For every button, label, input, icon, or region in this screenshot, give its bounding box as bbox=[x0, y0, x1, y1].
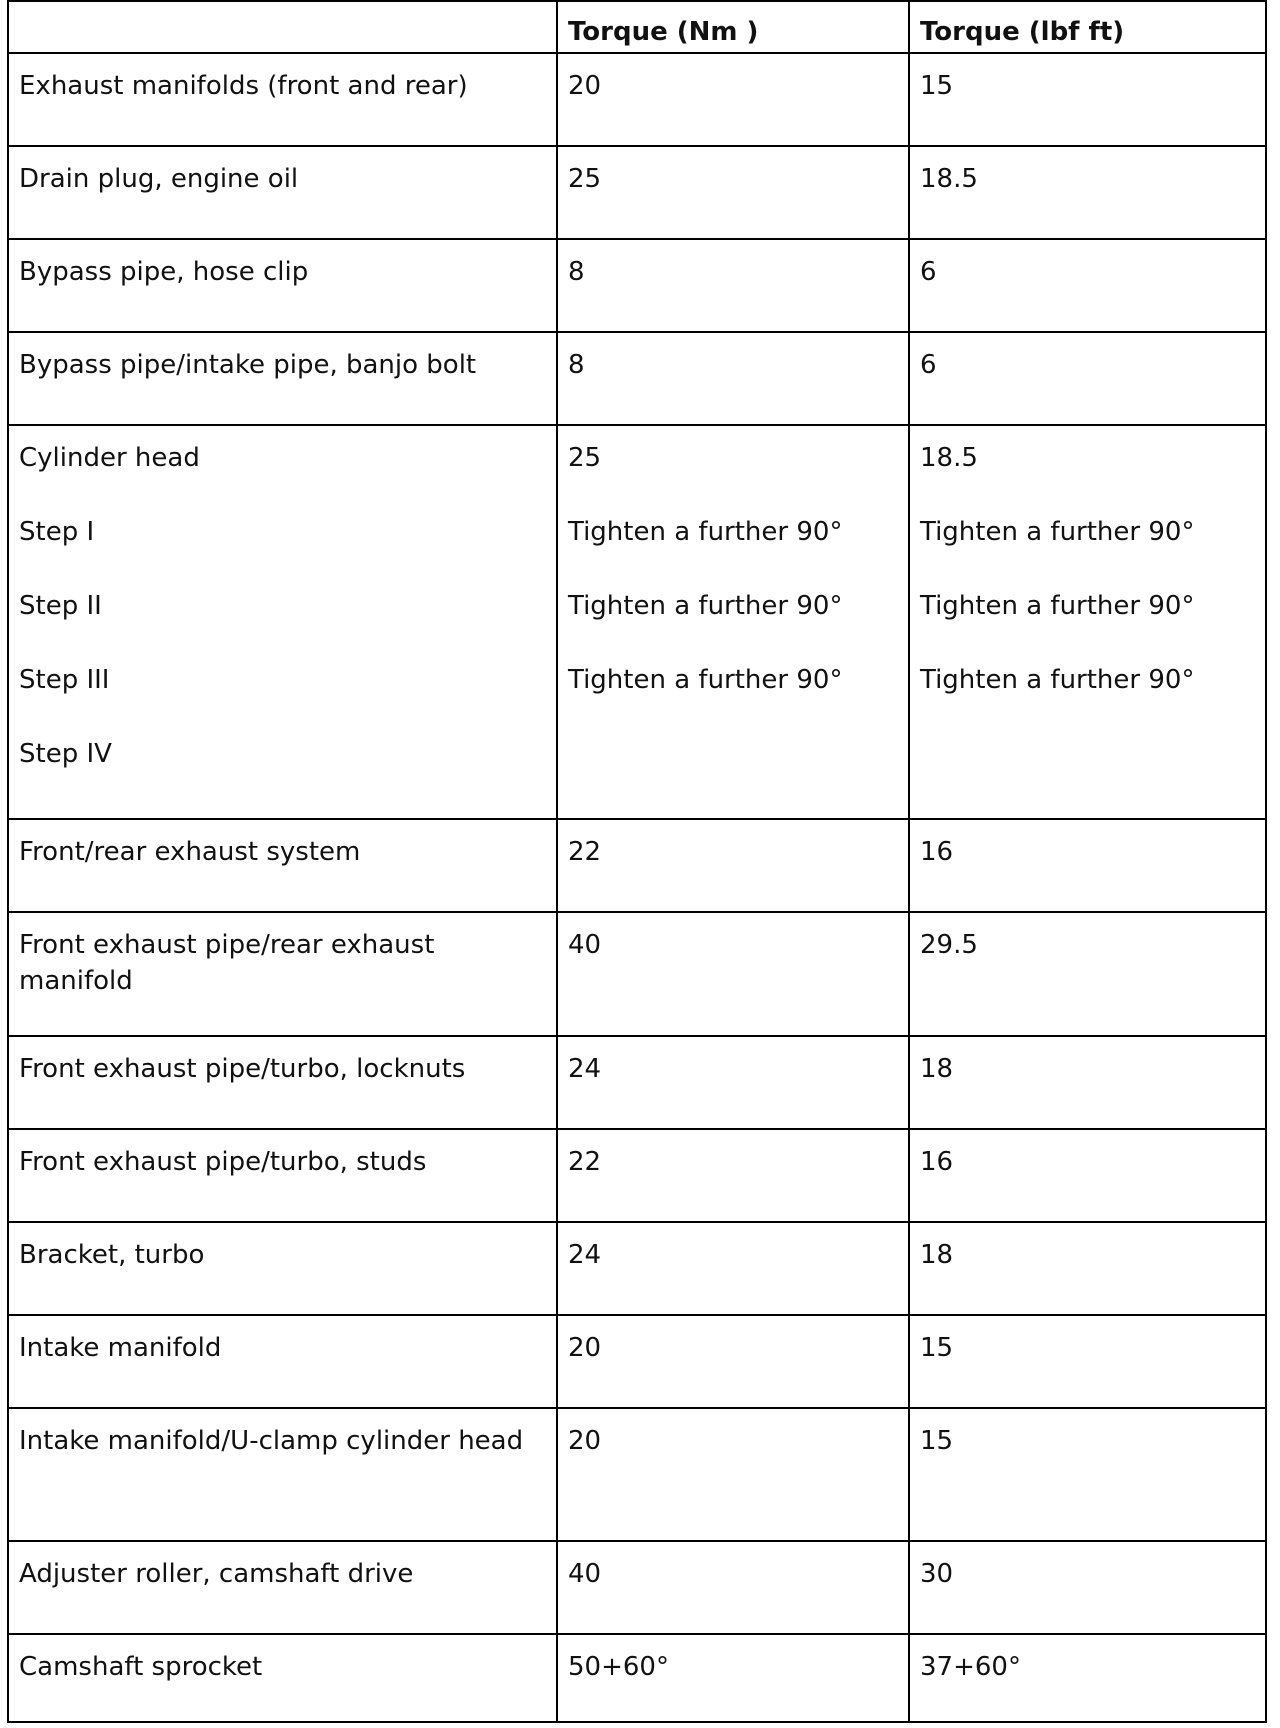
torque-nm-value: Tighten a further 90° bbox=[568, 665, 843, 695]
torque-nm-cell: 50+60° bbox=[557, 1634, 909, 1722]
table-row bbox=[8, 1634, 1266, 1722]
component-cell: Front exhaust pipe/turbo, studs bbox=[8, 1129, 557, 1222]
torque-lbf-cell bbox=[909, 425, 1266, 819]
torque-lbf-cell: 16 bbox=[909, 1129, 1266, 1222]
torque-lbf-cell: 15 bbox=[909, 53, 1266, 146]
table-row bbox=[8, 239, 1266, 332]
table-header-row bbox=[8, 1, 1266, 53]
table-row bbox=[8, 1036, 1266, 1129]
component-cell: Bypass pipe, hose clip bbox=[8, 239, 557, 332]
torque-lbf-cell: 18.5 bbox=[909, 146, 1266, 239]
component-cell: Camshaft sprocket bbox=[8, 1634, 557, 1722]
table-row bbox=[8, 1541, 1266, 1634]
torque-nm-value: 25 bbox=[568, 443, 602, 473]
table-row bbox=[8, 53, 1266, 146]
header-torque-nm: Torque (Nm ) bbox=[557, 1, 909, 53]
torque-nm-cell: 20 bbox=[557, 1315, 909, 1408]
component-cell: Bypass pipe/intake pipe, banjo bolt bbox=[8, 332, 557, 425]
torque-nm-cell: 22 bbox=[557, 1129, 909, 1222]
torque-nm-cell: 24 bbox=[557, 1222, 909, 1315]
torque-lbf-cell: 15 bbox=[909, 1408, 1266, 1541]
torque-lbf-cell: 6 bbox=[909, 239, 1266, 332]
torque-lbf-cell: 18 bbox=[909, 1222, 1266, 1315]
component-cell: Adjuster roller, camshaft drive bbox=[8, 1541, 557, 1634]
torque-nm-value: Tighten a further 90° bbox=[568, 591, 843, 621]
torque-lbf-cell: 37+60° bbox=[909, 1634, 1266, 1722]
torque-nm-cell: 40 bbox=[557, 912, 909, 1036]
torque-nm-cell: 20 bbox=[557, 53, 909, 146]
torque-lbf-cell: 16 bbox=[909, 819, 1266, 912]
torque-nm-cell: 24 bbox=[557, 1036, 909, 1129]
component-cell: Bracket, turbo bbox=[8, 1222, 557, 1315]
component-cell bbox=[8, 425, 557, 819]
torque-spec-sheet bbox=[7, 0, 1265, 1723]
step-label: Step I bbox=[19, 517, 95, 547]
torque-nm-cell: 25 bbox=[557, 146, 909, 239]
step-label: Step IV bbox=[19, 739, 112, 769]
table-row bbox=[8, 146, 1266, 239]
torque-lbf-cell: 30 bbox=[909, 1541, 1266, 1634]
component-cell: Front/rear exhaust system bbox=[8, 819, 557, 912]
torque-lbf-value: Tighten a further 90° bbox=[920, 591, 1195, 621]
table-row-cylinder-head bbox=[8, 425, 1266, 819]
torque-lbf-cell: 15 bbox=[909, 1315, 1266, 1408]
table-row bbox=[8, 1408, 1266, 1541]
component-cell: Intake manifold/U-clamp cylinder head bbox=[8, 1408, 557, 1541]
component-cell: Front exhaust pipe/turbo, locknuts bbox=[8, 1036, 557, 1129]
torque-lbf-cell: 6 bbox=[909, 332, 1266, 425]
torque-lbf-cell: 29.5 bbox=[909, 912, 1266, 1036]
torque-nm-cell bbox=[557, 425, 909, 819]
component-line: Cylinder head bbox=[19, 443, 200, 473]
header-component bbox=[8, 1, 557, 53]
component-cell: Front exhaust pipe/rear exhaust manifold bbox=[8, 912, 557, 1036]
table-row bbox=[8, 1129, 1266, 1222]
table-row bbox=[8, 332, 1266, 425]
table-row bbox=[8, 1222, 1266, 1315]
torque-lbf-value: Tighten a further 90° bbox=[920, 517, 1195, 547]
header-torque-lbf: Torque (lbf ft) bbox=[909, 1, 1266, 53]
table-row bbox=[8, 912, 1266, 1036]
torque-nm-cell: 20 bbox=[557, 1408, 909, 1541]
table-row bbox=[8, 1315, 1266, 1408]
component-cell: Exhaust manifolds (front and rear) bbox=[8, 53, 557, 146]
torque-nm-value: Tighten a further 90° bbox=[568, 517, 843, 547]
torque-lbf-value: Tighten a further 90° bbox=[920, 665, 1195, 695]
torque-lbf-cell: 18 bbox=[909, 1036, 1266, 1129]
torque-nm-cell: 8 bbox=[557, 332, 909, 425]
component-cell: Intake manifold bbox=[8, 1315, 557, 1408]
torque-lbf-value: 18.5 bbox=[920, 443, 978, 473]
table-row bbox=[8, 819, 1266, 912]
torque-nm-cell: 40 bbox=[557, 1541, 909, 1634]
torque-table bbox=[7, 0, 1267, 1723]
step-label: Step III bbox=[19, 665, 110, 695]
step-label: Step II bbox=[19, 591, 102, 621]
torque-nm-cell: 22 bbox=[557, 819, 909, 912]
torque-nm-cell: 8 bbox=[557, 239, 909, 332]
component-cell: Drain plug, engine oil bbox=[8, 146, 557, 239]
